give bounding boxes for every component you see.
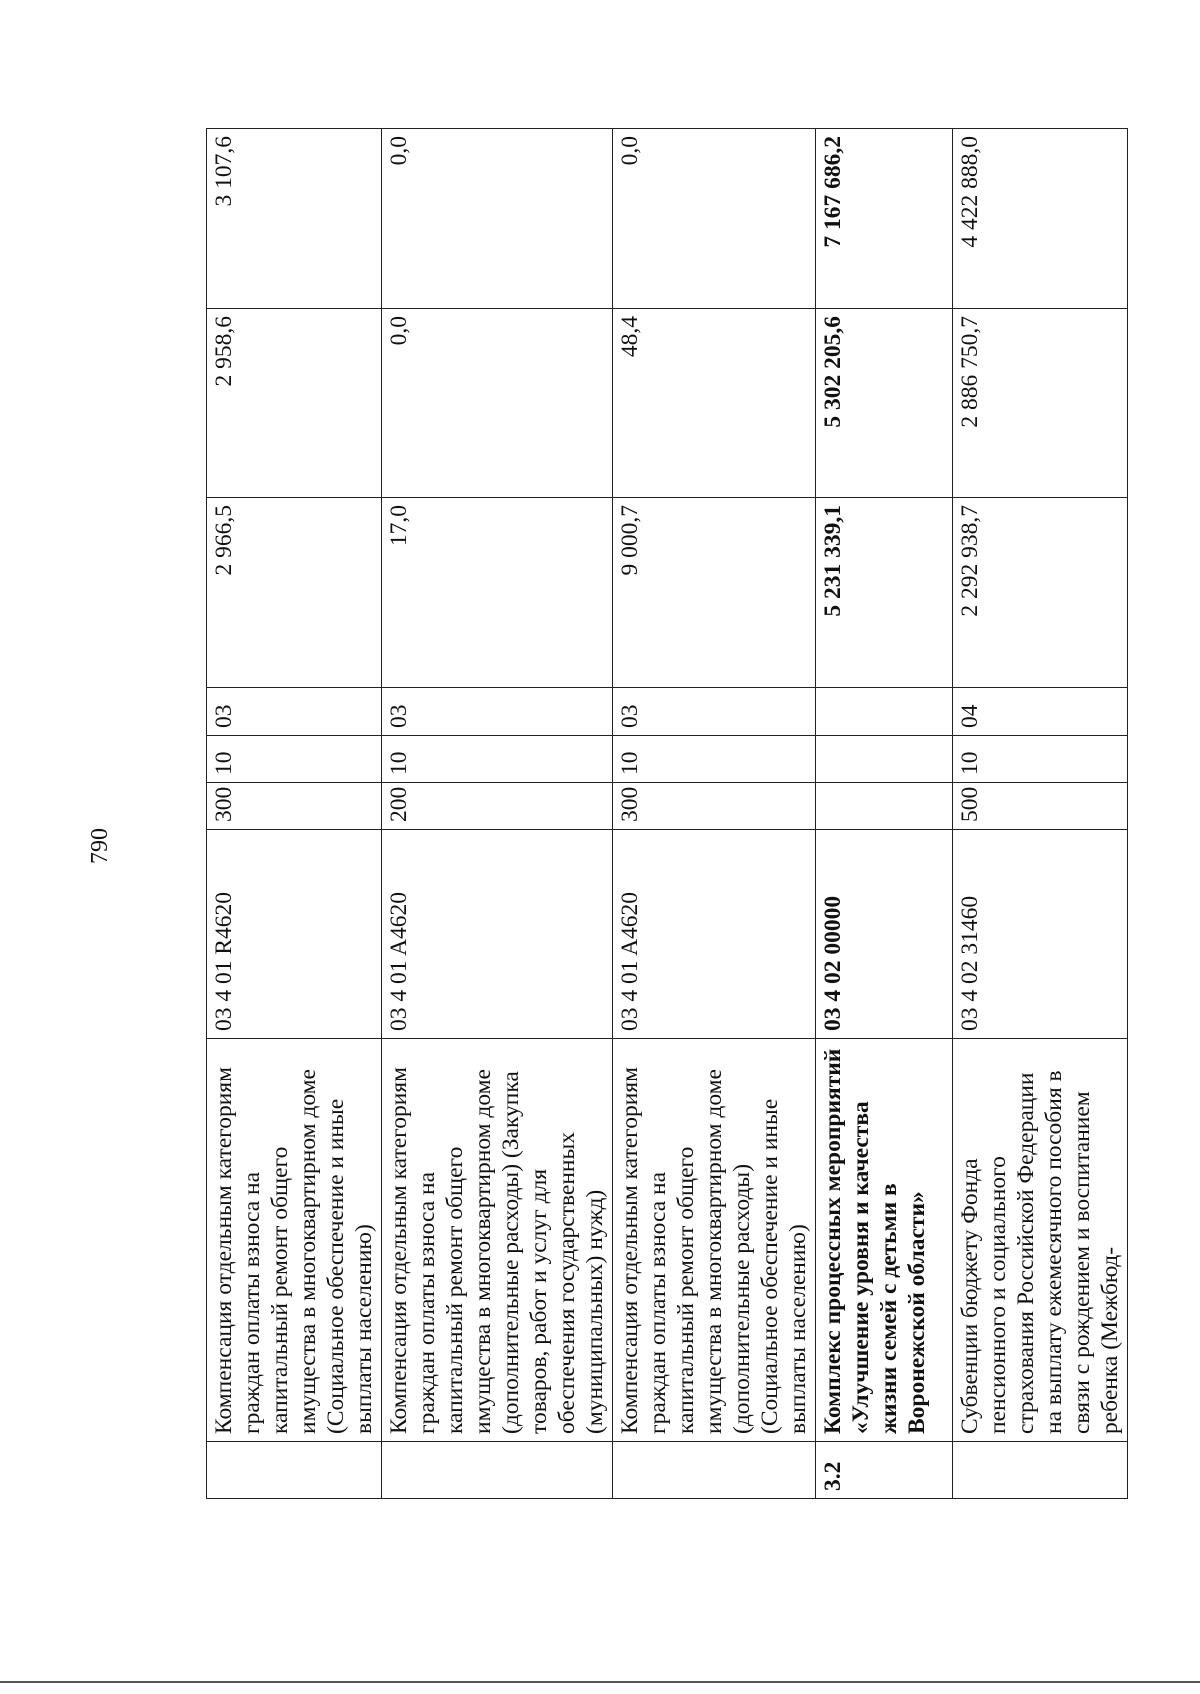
row-number — [953, 1442, 1128, 1499]
row-rz: 10 — [382, 736, 613, 783]
row-name: Компенсация отдельным категориям граждан оплаты взноса на капитальный ремонт общего имущества в многоквартирном доме (Социальное обеспечение и иные выплаты населению) — [207, 1039, 382, 1442]
row-rz: 10 — [613, 736, 816, 783]
row-number — [613, 1442, 816, 1499]
row-value-3: 0,0 — [382, 129, 613, 309]
row-vr: 300 — [613, 783, 816, 830]
row-value-2: 2 886 750,7 — [953, 309, 1128, 498]
table-row — [382, 129, 613, 1499]
row-value-2: 5 302 205,6 — [816, 309, 953, 498]
row-value-2: 48,4 — [613, 309, 816, 498]
row-value-3: 7 167 686,2 — [816, 129, 953, 309]
row-rz: 10 — [207, 736, 382, 783]
row-csr: 03 4 02 00000 — [816, 830, 953, 1039]
row-vr: 500 — [953, 783, 1128, 830]
row-vr: 300 — [207, 783, 382, 830]
row-csr: 03 4 01 A4620 — [613, 830, 816, 1039]
row-value-3: 0,0 — [613, 129, 816, 309]
row-name: Комплекс процессных мероприятий «Улучшение уровня и качества жизни семей с детьми в Воронежской области» — [816, 1039, 953, 1442]
rotated-table-container — [206, 129, 1126, 1499]
row-value-1: 2 966,5 — [207, 498, 382, 688]
row-csr: 03 4 01 A4620 — [382, 830, 613, 1039]
table-row — [207, 129, 382, 1499]
row-number: 3.2 — [816, 1442, 953, 1499]
row-rz — [816, 736, 953, 783]
row-pr: 04 — [953, 688, 1128, 736]
row-vr — [816, 783, 953, 830]
row-vr: 200 — [382, 783, 613, 830]
row-value-1: 9 000,7 — [613, 498, 816, 688]
row-value-3: 4 422 888,0 — [953, 129, 1128, 309]
row-value-2: 2 958,6 — [207, 309, 382, 498]
row-pr: 03 — [207, 688, 382, 736]
row-rz: 10 — [953, 736, 1128, 783]
budget-table — [206, 128, 1128, 1499]
row-pr: 03 — [382, 688, 613, 736]
row-name: Компенсация отдельным категориям граждан оплаты взноса на капитальный ремонт общего имущества в многоквартирном доме (дополнительные расходы) (Социальное обеспечение и иные выплаты населению) — [613, 1039, 816, 1442]
table-row — [613, 129, 816, 1499]
scan-edge-line — [0, 1681, 1200, 1683]
row-value-2: 0,0 — [382, 309, 613, 498]
row-number — [382, 1442, 613, 1499]
page-number: 790 — [86, 828, 113, 864]
table-row — [816, 129, 953, 1499]
row-number — [207, 1442, 382, 1499]
row-pr: 03 — [613, 688, 816, 736]
row-value-3: 3 107,6 — [207, 129, 382, 309]
table-row — [953, 129, 1128, 1499]
row-name: Субвенции бюджету Фонда пенсионного и социального страхования Российской Федерации на выплату ежемесячного пособия в связи с рождением и воспитанием ребенка (Межбюд- — [953, 1039, 1128, 1442]
row-value-1: 17,0 — [382, 498, 613, 688]
row-name: Компенсация отдельным категориям граждан оплаты взноса на капитальный ремонт общего имущества в многоквартирном доме (дополнительные расходы) (Закупка товаров, работ и услуг для обеспечения государственных (муниципальных) нужд) — [382, 1039, 613, 1442]
row-csr: 03 4 02 31460 — [953, 830, 1128, 1039]
row-pr — [816, 688, 953, 736]
row-csr: 03 4 01 R4620 — [207, 830, 382, 1039]
row-value-1: 5 231 339,1 — [816, 498, 953, 688]
row-value-1: 2 292 938,7 — [953, 498, 1128, 688]
